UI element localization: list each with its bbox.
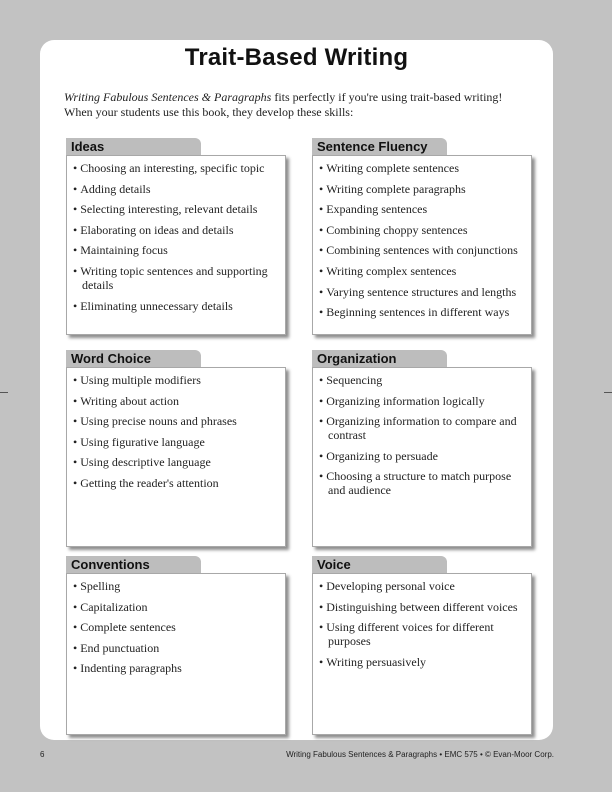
page-sheet — [40, 40, 553, 740]
list-item: • Writing complete paragraphs — [319, 182, 521, 196]
intro-line-1 — [64, 90, 534, 105]
list-item: • End punctuation — [73, 641, 275, 655]
list-item: • Using descriptive language — [73, 455, 275, 469]
panel-tab: Word Choice — [66, 350, 201, 367]
list-item: • Spelling — [73, 579, 275, 593]
list-item: • Writing complex sentences — [319, 264, 521, 278]
list-item: • Getting the reader's attention — [73, 476, 275, 490]
list-item: • Distinguishing between different voices — [319, 600, 521, 614]
list-item: • Organizing to persuade — [319, 449, 521, 463]
panel-word-choice — [66, 350, 286, 547]
skill-list — [319, 161, 521, 319]
panel-box — [312, 155, 532, 335]
list-item: • Organizing information to compare and contrast — [319, 414, 521, 442]
skill-list — [73, 373, 275, 490]
list-item: • Capitalization — [73, 600, 275, 614]
list-item: • Organizing information logically — [319, 394, 521, 408]
list-item: • Combining sentences with conjunctions — [319, 243, 521, 257]
panel-conventions — [66, 556, 286, 735]
crop-mark-right — [604, 392, 612, 393]
panel-box — [312, 367, 532, 547]
intro-line-1-rest: fits perfectly if you're using trait-based writing! — [271, 90, 503, 104]
crop-mark-left — [0, 392, 8, 393]
panel-tab: Ideas — [66, 138, 201, 155]
list-item: • Writing complete sentences — [319, 161, 521, 175]
panel-tab: Organization — [312, 350, 447, 367]
skill-list — [319, 579, 521, 669]
list-item: • Writing persuasively — [319, 655, 521, 669]
panel-tab: Conventions — [66, 556, 201, 573]
panel-box — [66, 573, 286, 735]
list-item: • Elaborating on ideas and details — [73, 223, 275, 237]
list-item: • Using figurative language — [73, 435, 275, 449]
panel-box — [312, 573, 532, 735]
page-number: 6 — [40, 750, 45, 759]
list-item: • Combining choppy sentences — [319, 223, 521, 237]
list-item: • Writing topic sentences and supporting details — [73, 264, 275, 292]
skill-list — [73, 579, 275, 675]
list-item: • Choosing an interesting, specific topic — [73, 161, 275, 175]
list-item: • Using different voices for different purposes — [319, 620, 521, 648]
panel-tab: Voice — [312, 556, 447, 573]
list-item: • Sequencing — [319, 373, 521, 387]
list-item: • Using precise nouns and phrases — [73, 414, 275, 428]
intro-paragraph — [64, 90, 534, 120]
list-item: • Choosing a structure to match purpose and audience — [319, 469, 521, 497]
panel-voice — [312, 556, 532, 735]
list-item: • Maintaining focus — [73, 243, 275, 257]
skill-list — [73, 161, 275, 313]
list-item: • Writing about action — [73, 394, 275, 408]
page-title: Trait-Based Writing — [184, 44, 409, 71]
list-item: • Indenting paragraphs — [73, 661, 275, 675]
list-item: • Beginning sentences in different ways — [319, 305, 521, 319]
book-title: Writing Fabulous Sentences & Paragraphs — [64, 90, 272, 104]
list-item: • Adding details — [73, 182, 275, 196]
panel-ideas — [66, 138, 286, 335]
list-item: • Developing personal voice — [319, 579, 521, 593]
panel-sentence-fluency — [312, 138, 532, 335]
list-item: • Using multiple modifiers — [73, 373, 275, 387]
list-item: • Complete sentences — [73, 620, 275, 634]
panel-tab: Sentence Fluency — [312, 138, 447, 155]
list-item: • Varying sentence structures and lengths — [319, 285, 521, 299]
footer-credit: Writing Fabulous Sentences & Paragraphs • EMC 575 • © Evan-Moor Corp. — [286, 750, 554, 759]
panel-box — [66, 367, 286, 547]
list-item: • Eliminating unnecessary details — [73, 299, 275, 313]
list-item: • Selecting interesting, relevant details — [73, 202, 275, 216]
panel-organization — [312, 350, 532, 547]
panel-box — [66, 155, 286, 335]
intro-line-2: When your students use this book, they develop these skills: — [64, 105, 354, 119]
skill-list — [319, 373, 521, 497]
list-item: • Expanding sentences — [319, 202, 521, 216]
